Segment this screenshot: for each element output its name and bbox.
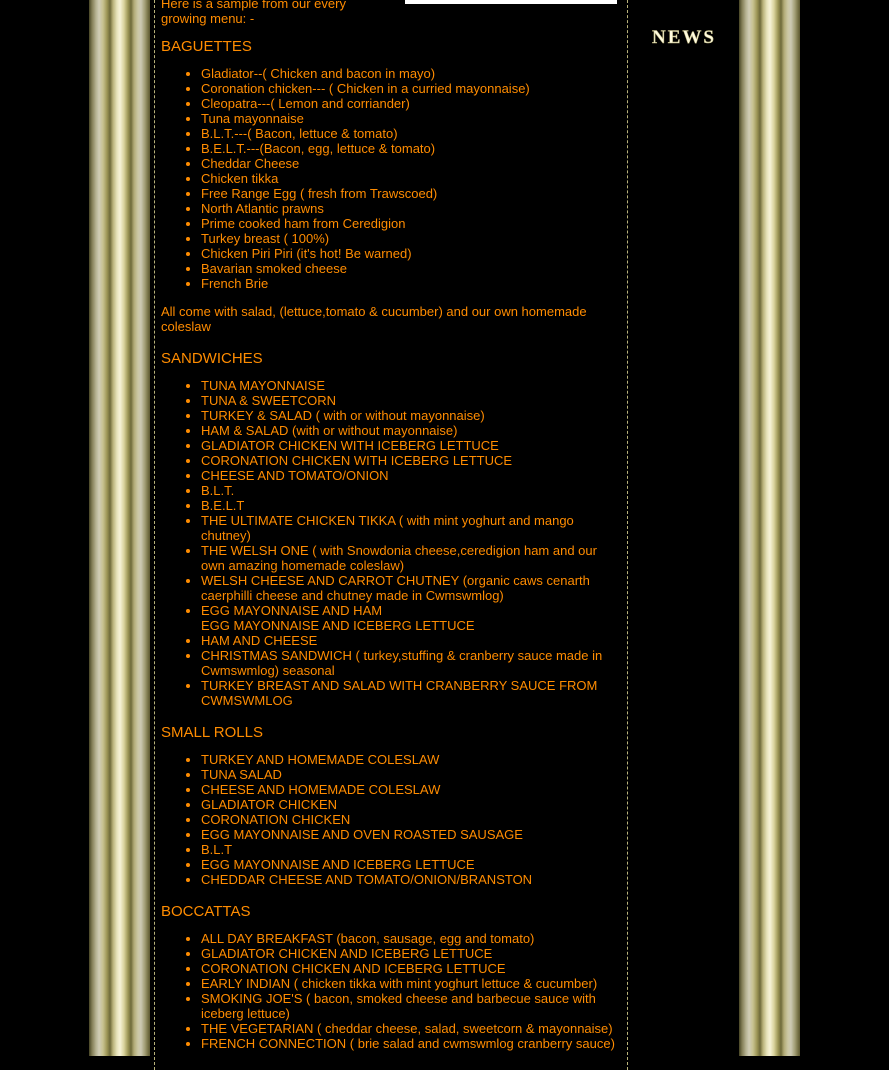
- menu-item: • Cheddar Cheese: [201, 156, 617, 171]
- news-link[interactable]: [652, 24, 732, 48]
- menu-item: • THE ULTIMATE CHICKEN TIKKA ( with mint yoghurt and mango chutney): [201, 513, 617, 543]
- menu-item: • B.L.T.---( Bacon, lettuce & tomato): [201, 126, 617, 141]
- menu-item: • Turkey breast ( 100%): [201, 231, 617, 246]
- menu-item: • THE WELSH ONE ( with Snowdonia cheese,ceredigion ham and our own amazing homemade coleslaw): [201, 543, 617, 573]
- menu-content: [154, 0, 628, 1070]
- menu-item: • Bavarian smoked cheese: [201, 261, 617, 276]
- menu-item: • EGG MAYONNAISE AND OVEN ROASTED SAUSAGE: [201, 827, 617, 842]
- menu-item: • Chicken tikka: [201, 171, 617, 186]
- menu-item: • TUNA & SWEETCORN: [201, 393, 617, 408]
- menu-item: • CORONATION CHICKEN WITH ICEBERG LETTUCE: [201, 453, 617, 468]
- menu-item: • THE VEGETARIAN ( cheddar cheese, salad, sweetcorn & mayonnaise): [201, 1021, 617, 1036]
- menu-item: • EGG MAYONNAISE AND ICEBERG LETTUCE: [201, 857, 617, 872]
- menu-item-list: [161, 378, 617, 708]
- menu-item: • B.E.L.T.---(Bacon, egg, lettuce & tomato): [201, 141, 617, 156]
- menu-item: • EGG MAYONNAISE AND HAM EGG MAYONNAISE AND ICEBERG LETTUCE: [201, 603, 617, 633]
- menu-item: • FRENCH CONNECTION ( brie salad and cwmswmlog cranberry sauce): [201, 1036, 617, 1051]
- menu-item: • B.E.L.T: [201, 498, 617, 513]
- menu-item-list: [161, 931, 617, 1051]
- menu-item: • GLADIATOR CHICKEN: [201, 797, 617, 812]
- menu-item: • GLADIATOR CHICKEN WITH ICEBERG LETTUCE: [201, 438, 617, 453]
- menu-item: • Gladiator--( Chicken and bacon in mayo): [201, 66, 617, 81]
- left-pillar-decoration: [89, 0, 150, 1056]
- menu-item-list: [161, 752, 617, 887]
- section-gap: [161, 887, 617, 901]
- menu-item: • WELSH CHEESE AND CARROT CHUTNEY (organic caws cenarth caerphilli cheese and chutney made in Cwmswmlog): [201, 573, 617, 603]
- menu-item: • Tuna mayonnaise: [201, 111, 617, 126]
- menu-item: • HAM AND CHEESE: [201, 633, 617, 648]
- menu-item: • CHEDDAR CHEESE AND TOMATO/ONION/BRANSTON: [201, 872, 617, 887]
- menu-item: • Cleopatra---( Lemon and corriander): [201, 96, 617, 111]
- menu-item: • TUNA SALAD: [201, 767, 617, 782]
- menu-item: • Chicken Piri Piri (it's hot! Be warned): [201, 246, 617, 261]
- menu-item: • Free Range Egg ( fresh from Trawscoed): [201, 186, 617, 201]
- menu-item: • TURKEY & SALAD ( with or without mayonnaise): [201, 408, 617, 423]
- menu-item: • CHRISTMAS SANDWICH ( turkey,stuffing & cranberry sauce made in Cwmswmlog) seasonal: [201, 648, 617, 678]
- menu-item: • B.L.T.: [201, 483, 617, 498]
- section-heading: SMALL ROLLS: [161, 724, 263, 741]
- menu-item: • CORONATION CHICKEN: [201, 812, 617, 827]
- top-image: [405, 0, 617, 4]
- menu-item: • CHEESE AND HOMEMADE COLESLAW: [201, 782, 617, 797]
- menu-item: • French Brie: [201, 276, 617, 291]
- menu-item: • GLADIATOR CHICKEN AND ICEBERG LETTUCE: [201, 946, 617, 961]
- menu-item: • EARLY INDIAN ( chicken tikka with mint yoghurt lettuce & cucumber): [201, 976, 617, 991]
- menu-item: • Prime cooked ham from Ceredigion: [201, 216, 617, 231]
- menu-sections: [161, 36, 617, 1051]
- menu-item: • B.L.T: [201, 842, 617, 857]
- section-heading: BAGUETTES: [161, 38, 252, 55]
- menu-item: • SMOKING JOE'S ( bacon, smoked cheese and barbecue sauce with iceberg lettuce): [201, 991, 617, 1021]
- right-pillar-decoration: [739, 0, 800, 1056]
- menu-item: • TUNA MAYONNAISE: [201, 378, 617, 393]
- menu-item: • Coronation chicken--- ( Chicken in a curried mayonnaise): [201, 81, 617, 96]
- section-note: All come with salad, (lettuce,tomato & cucumber) and our own homemade coleslaw: [161, 304, 587, 334]
- menu-item: • TURKEY AND HOMEMADE COLESLAW: [201, 752, 617, 767]
- section-heading: SANDWICHES: [161, 350, 263, 367]
- menu-item: • CHEESE AND TOMATO/ONION: [201, 468, 617, 483]
- menu-item-list: [161, 66, 617, 291]
- news-label: NEWS: [652, 27, 716, 48]
- menu-item: • ALL DAY BREAKFAST (bacon, sausage, egg and tomato): [201, 931, 617, 946]
- menu-item: • HAM & SALAD (with or without mayonnaise): [201, 423, 617, 438]
- menu-item: • TURKEY BREAST AND SALAD WITH CRANBERRY SAUCE FROM CWMSWMLOG: [201, 678, 617, 708]
- intro-text: Here is a sample from our every growing menu: -: [161, 0, 346, 26]
- section-heading: BOCCATTAS: [161, 903, 251, 920]
- menu-item: • North Atlantic prawns: [201, 201, 617, 216]
- section-gap: [161, 334, 617, 348]
- section-gap: [161, 708, 617, 722]
- menu-item: • CORONATION CHICKEN AND ICEBERG LETTUCE: [201, 961, 617, 976]
